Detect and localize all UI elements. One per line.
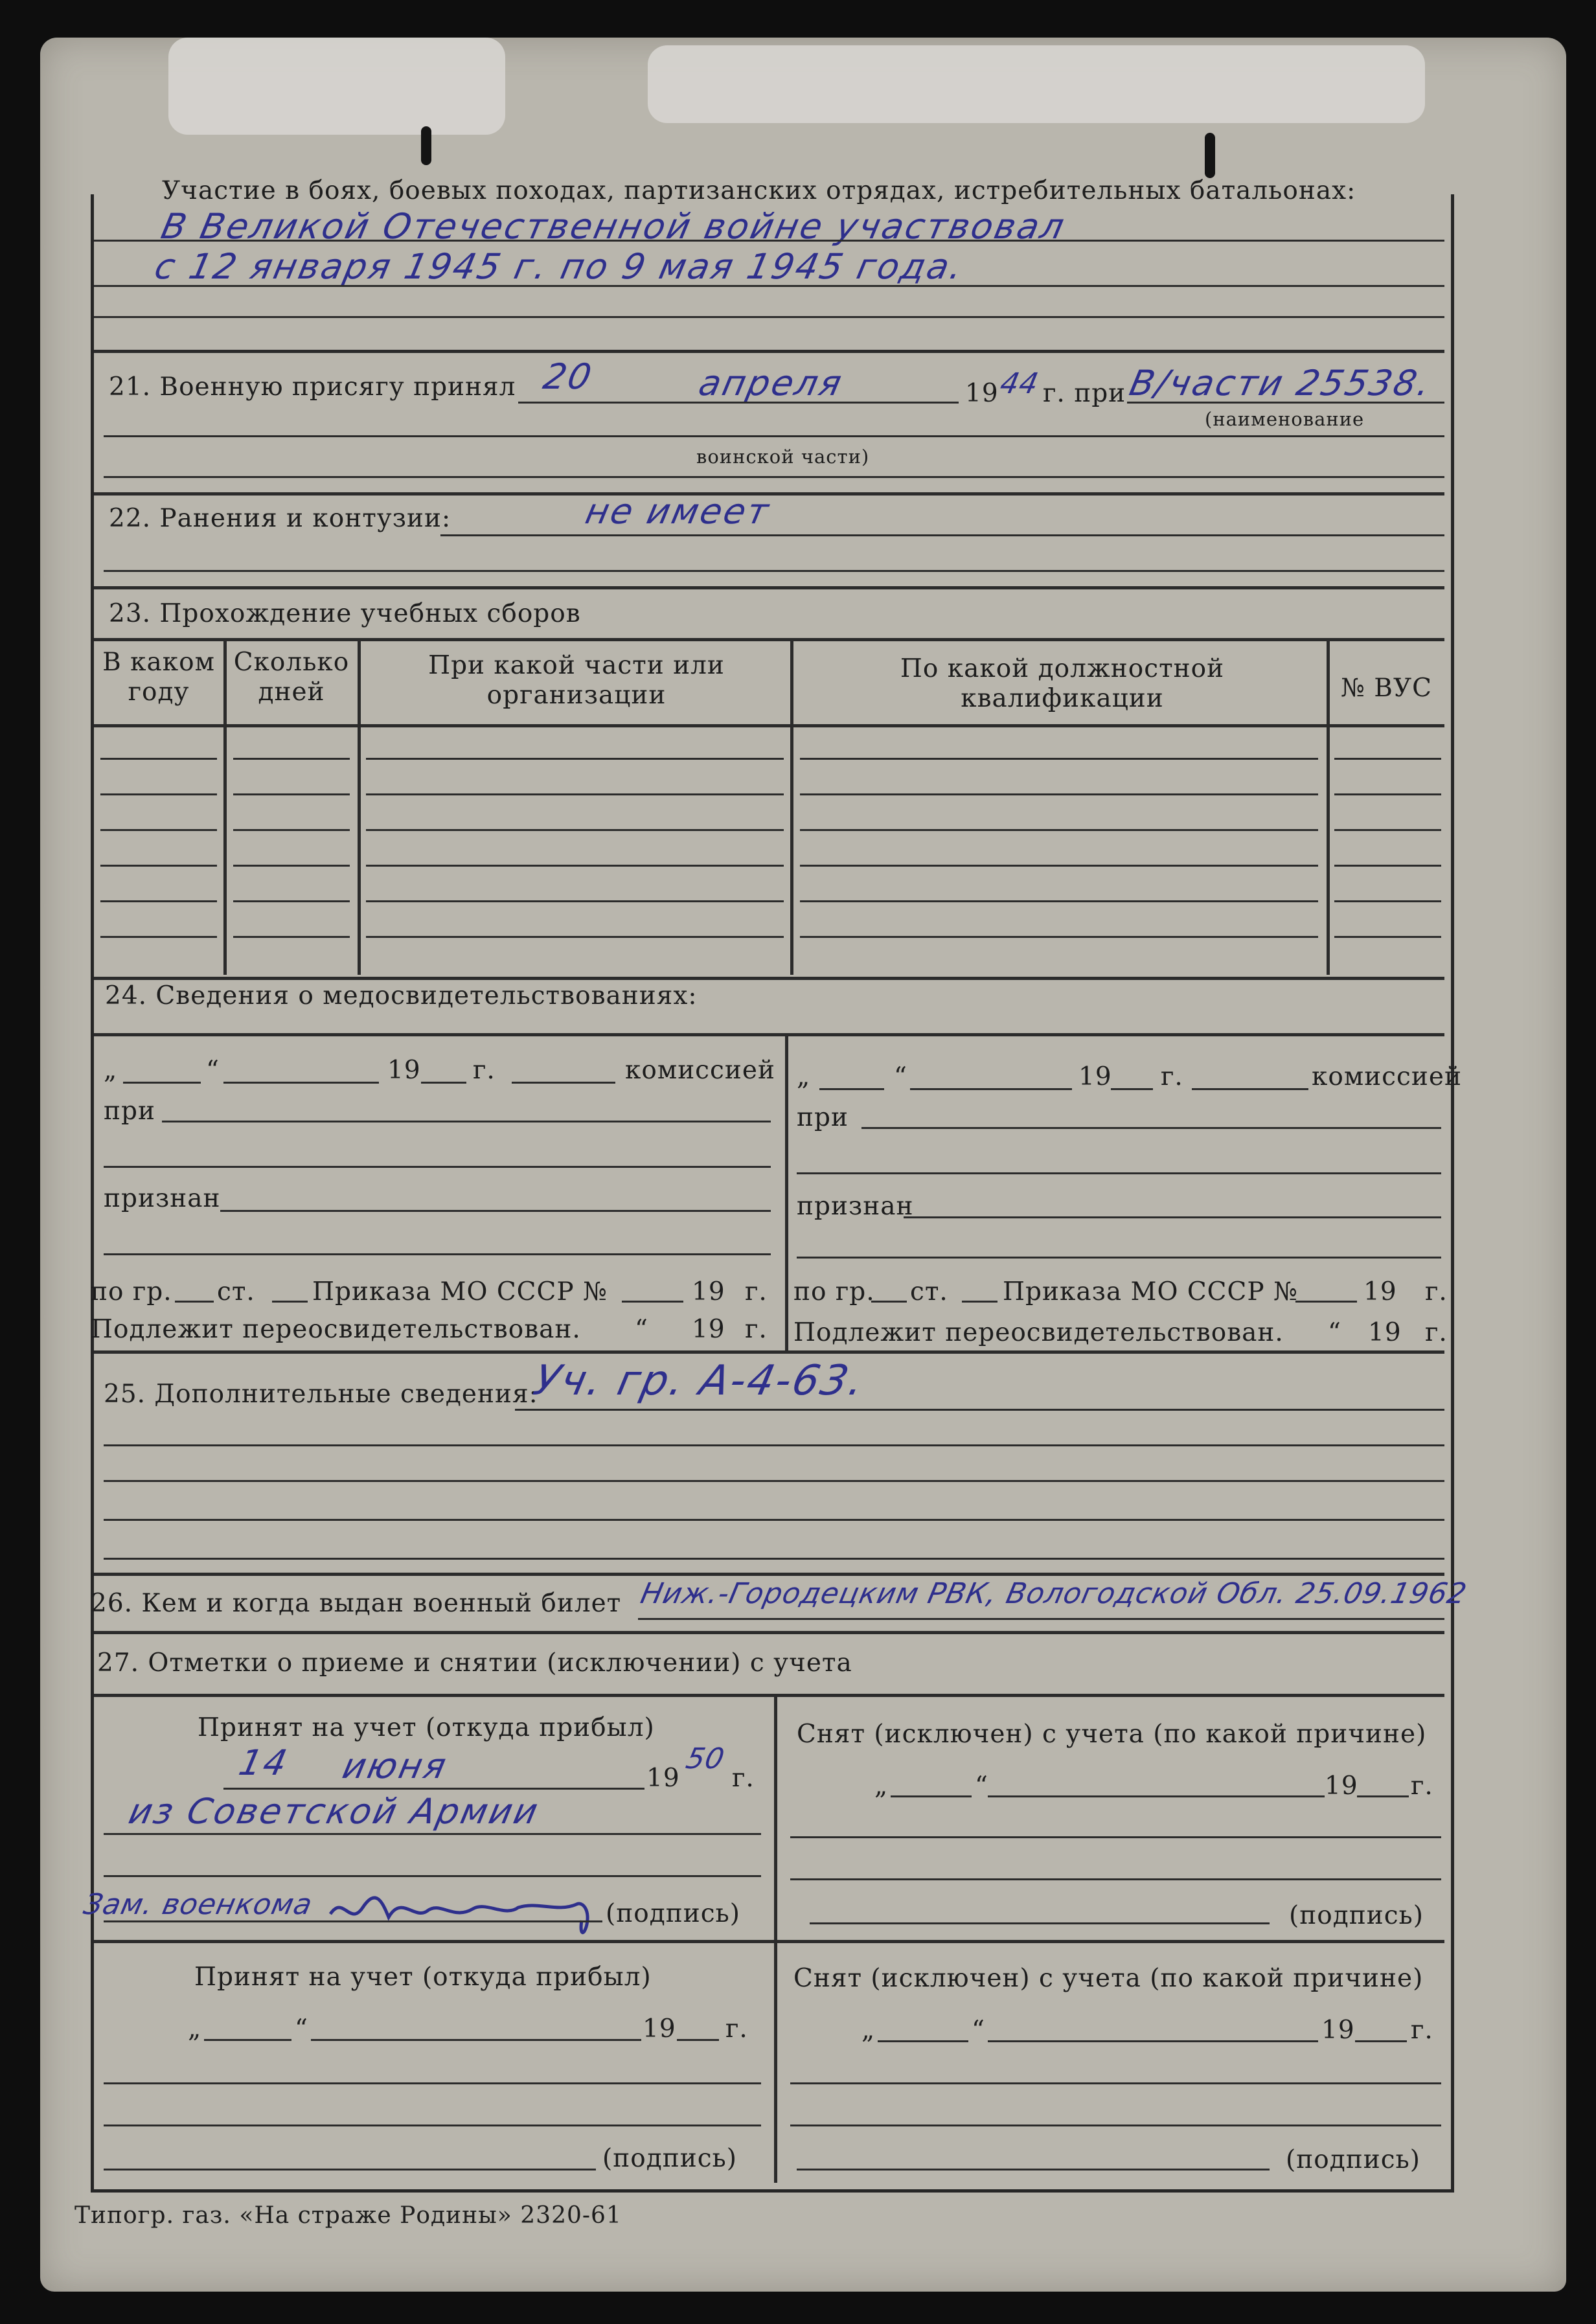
removed-title-2: Снят (исключен) с учета (по какой причине) xyxy=(793,1964,1424,1993)
med-left-19b: 19 xyxy=(692,1277,725,1306)
med-left-q2: “ xyxy=(206,1056,220,1085)
removed-q2: “ xyxy=(975,1771,988,1801)
oath-g-pri: г. при xyxy=(1043,379,1126,408)
rule xyxy=(100,758,217,760)
med-right-st: ст. xyxy=(910,1277,948,1306)
col-year: В каком году xyxy=(102,648,215,707)
rule xyxy=(233,936,350,938)
rule xyxy=(800,758,1318,760)
med-right-commission: комиссией xyxy=(1312,1062,1462,1091)
rule xyxy=(94,638,1444,641)
rule xyxy=(94,977,1444,980)
rule xyxy=(100,865,217,867)
med-right-pri: при xyxy=(797,1103,849,1132)
rule xyxy=(677,2039,719,2041)
rule xyxy=(1334,793,1441,795)
rule xyxy=(797,1172,1441,1174)
med-right-podlezhit: Подлежит переосвидетельствован. xyxy=(793,1318,1284,1347)
rule xyxy=(904,1216,1441,1218)
battles-handwritten-2: с 12 января 1945 г. по 9 мая 1945 года. xyxy=(151,246,968,287)
registration-label: 27. Отметки о приеме и снятии (исключении) с учета xyxy=(97,1648,852,1678)
rule xyxy=(988,1795,1325,1797)
rule xyxy=(94,1631,1444,1634)
removed2-signature-caption: (подпись) xyxy=(1286,2145,1420,2174)
removed-title-1: Снят (исключен) с учета (по какой причине) xyxy=(797,1720,1427,1749)
rule xyxy=(800,793,1318,795)
rule xyxy=(311,2039,641,2041)
oath-unit: В/части 25538. xyxy=(1126,363,1436,404)
rule xyxy=(104,570,1444,572)
col-divider xyxy=(785,1033,788,1350)
rule xyxy=(366,758,784,760)
rule xyxy=(891,1795,972,1797)
rule xyxy=(810,1922,1270,1924)
rule xyxy=(800,829,1318,831)
rule xyxy=(515,1409,1444,1411)
rule xyxy=(421,1082,466,1084)
rule xyxy=(1357,1795,1409,1797)
additional-label: 25. Дополнительные сведения: xyxy=(104,1380,538,1409)
rule xyxy=(100,900,217,902)
accepted-title-1: Принят на учет (откуда прибыл) xyxy=(198,1713,655,1742)
rule xyxy=(800,865,1318,867)
rule xyxy=(94,350,1444,353)
med-left-q3: “ xyxy=(635,1315,648,1344)
rule xyxy=(233,829,350,831)
removed2-g: г. xyxy=(1411,2016,1433,2045)
rule xyxy=(94,1350,1444,1354)
rule xyxy=(104,1519,1444,1521)
rule xyxy=(233,758,350,760)
rule xyxy=(94,1940,1444,1943)
rule xyxy=(366,793,784,795)
oath-year-suffix: 44 xyxy=(997,367,1042,400)
accepted-month: июня xyxy=(339,1746,452,1786)
med-left-pogr: по гр. xyxy=(91,1277,172,1306)
removed2-19: 19 xyxy=(1321,2016,1355,2045)
rule xyxy=(440,534,1444,536)
wounds-value: не имеет xyxy=(582,491,775,532)
med-left-19: 19 xyxy=(387,1056,421,1085)
oath-label: 21. Военную присягу принял xyxy=(109,372,516,402)
rule xyxy=(1192,1088,1308,1090)
med-left-st: ст. xyxy=(217,1277,255,1306)
rule xyxy=(223,1788,644,1790)
punch-hole xyxy=(421,126,431,165)
rule xyxy=(790,2125,1441,2126)
removed2-q2: “ xyxy=(972,2016,985,2045)
med-right-19b: 19 xyxy=(1363,1277,1397,1306)
rule xyxy=(94,1573,1444,1576)
rule xyxy=(800,936,1318,938)
rule xyxy=(800,900,1318,902)
med-right-g: г. xyxy=(1161,1062,1183,1091)
accepted-title-2: Принят на учет (откуда прибыл) xyxy=(194,1963,652,1992)
id-issued-value: Ниж.-Городецким РВК, Вологодской Обл. 25.09.1962 xyxy=(637,1577,1470,1610)
col-divider xyxy=(774,1694,777,2183)
rule xyxy=(162,1121,771,1122)
med-right-gc: г. xyxy=(1425,1318,1448,1347)
med-right-priznan: признан xyxy=(797,1192,914,1221)
rule xyxy=(100,793,217,795)
rule xyxy=(100,829,217,831)
col-days: Сколько дней xyxy=(233,648,350,707)
accepted2-q2: “ xyxy=(295,2014,308,2044)
col-unit: При какой части или организации xyxy=(428,651,725,710)
rule xyxy=(1295,1301,1357,1303)
rule xyxy=(94,586,1444,589)
rule xyxy=(104,476,1444,478)
med-right-19c: 19 xyxy=(1368,1318,1402,1347)
wounds-label: 22. Ранения и контузии: xyxy=(109,504,451,533)
oath-caption-unit: воинской части) xyxy=(696,446,870,468)
rule xyxy=(861,1127,1441,1129)
accepted2-q: „ xyxy=(188,2014,202,2044)
rule xyxy=(1127,402,1444,404)
rule xyxy=(871,1301,907,1303)
rule xyxy=(104,2125,761,2126)
rule xyxy=(233,793,350,795)
rule xyxy=(104,1833,761,1835)
rule xyxy=(790,1836,1441,1838)
rule xyxy=(104,1444,1444,1446)
med-right-prikaz: Приказа МО СССР № xyxy=(1003,1277,1298,1306)
oath-caption-name: (наименование xyxy=(1205,408,1365,430)
rule xyxy=(910,1088,1072,1090)
med-right-pogr: по гр. xyxy=(793,1277,875,1306)
rule xyxy=(797,1257,1441,1259)
accepted-year-prefix: 19 xyxy=(646,1764,680,1793)
rule xyxy=(104,435,1444,437)
removed2-q: „ xyxy=(861,2016,876,2045)
rule xyxy=(94,240,1444,242)
med-left-g: г. xyxy=(473,1056,496,1085)
rule xyxy=(797,2169,1270,2170)
additional-value: Уч. гр. А-4-63. xyxy=(529,1357,870,1405)
rule xyxy=(104,2169,596,2170)
battles-handwritten-1: В Великой Отечественной войне участвовал xyxy=(157,206,1070,247)
rule xyxy=(94,1694,1444,1697)
rule xyxy=(366,900,784,902)
rule xyxy=(1334,936,1441,938)
removed-signature-caption: (подпись) xyxy=(1289,1901,1424,1930)
removed-g: г. xyxy=(1411,1771,1433,1801)
rule xyxy=(104,1920,602,1922)
med-left-prikaz: Приказа МО СССР № xyxy=(312,1277,608,1306)
rule xyxy=(1334,758,1441,760)
rule xyxy=(233,900,350,902)
col-divider xyxy=(790,638,793,975)
rule xyxy=(272,1301,308,1303)
col-divider xyxy=(1327,638,1330,975)
medical-label: 24. Сведения о медосвидетельствованиях: xyxy=(105,981,698,1010)
rule xyxy=(94,285,1444,287)
accepted2-19: 19 xyxy=(643,2014,676,2044)
removed-q: „ xyxy=(874,1771,889,1801)
med-right-gb: г. xyxy=(1425,1277,1448,1306)
rule xyxy=(366,829,784,831)
rule xyxy=(94,316,1444,318)
accepted2-g: г. xyxy=(725,2014,748,2044)
rule xyxy=(94,1033,1444,1036)
rule xyxy=(638,1618,1444,1620)
rule xyxy=(100,936,217,938)
accepted-signature-caption: (подпись) xyxy=(606,1899,740,1928)
col-vus: № ВУС xyxy=(1341,674,1432,703)
rule xyxy=(512,1082,615,1084)
med-right-q3: “ xyxy=(1328,1318,1341,1347)
rule xyxy=(790,1878,1441,1880)
accepted-signer: Зам. военкома xyxy=(80,1888,316,1921)
med-left-priznan: признан xyxy=(104,1184,221,1213)
rule xyxy=(1111,1088,1153,1090)
removed-19: 19 xyxy=(1325,1771,1358,1801)
rule xyxy=(366,865,784,867)
accepted-day: 14 xyxy=(235,1742,293,1783)
rule xyxy=(220,1210,771,1212)
rule xyxy=(104,2082,761,2084)
col-divider xyxy=(358,638,361,975)
rule xyxy=(878,2040,968,2042)
rule xyxy=(104,1480,1444,1482)
rule xyxy=(204,2039,291,2041)
med-left-pri: при xyxy=(104,1097,155,1126)
accepted-g: г. xyxy=(732,1764,755,1793)
med-left-podlezhit: Подлежит переосвидетельствован. xyxy=(91,1315,581,1344)
rule xyxy=(223,1082,379,1084)
accepted-from: из Советской Армии xyxy=(125,1791,543,1832)
med-left-gb: г. xyxy=(745,1277,768,1306)
torn-top-edge xyxy=(648,45,1425,123)
rule xyxy=(1334,865,1441,867)
accepted2-signature-caption: (подпись) xyxy=(602,2144,737,2173)
oath-year-prefix: 19 xyxy=(965,379,999,408)
rule xyxy=(790,2082,1441,2084)
accepted-year-suffix: 50 xyxy=(683,1742,728,1775)
med-right-19: 19 xyxy=(1078,1062,1112,1091)
med-right-q2: “ xyxy=(894,1062,907,1091)
col-qualification: По какой должностной квалификации xyxy=(900,654,1225,713)
rule xyxy=(366,936,784,938)
punch-hole xyxy=(1205,133,1215,178)
rule xyxy=(94,724,1444,727)
rule xyxy=(104,1558,1444,1560)
rule xyxy=(123,1082,201,1084)
med-left-commission: комиссией xyxy=(625,1056,775,1085)
med-left-gc: г. xyxy=(745,1315,768,1344)
id-issued-label: 26. Кем и когда выдан военный билет xyxy=(91,1589,622,1618)
rule xyxy=(1334,900,1441,902)
rule xyxy=(104,1166,771,1168)
med-right-q: „ xyxy=(797,1062,811,1091)
rule xyxy=(1334,829,1441,831)
rule xyxy=(175,1301,214,1303)
rule xyxy=(1355,2040,1407,2042)
signature xyxy=(324,1882,602,1940)
med-left-q: „ xyxy=(104,1056,118,1085)
rule xyxy=(622,1301,683,1303)
rule xyxy=(819,1088,884,1090)
printer-imprint: Типогр. газ. «На страже Родины» 2320-61 xyxy=(74,2202,622,2229)
rule xyxy=(962,1301,998,1303)
med-left-19c: 19 xyxy=(692,1315,725,1344)
rule xyxy=(988,2040,1318,2042)
rule xyxy=(518,402,959,404)
rule xyxy=(104,1875,761,1877)
training-label: 23. Прохождение учебных сборов xyxy=(109,599,581,628)
oath-day: 20 xyxy=(540,356,597,397)
rule xyxy=(104,1253,771,1255)
battles-label: Участие в боях, боевых походах, партизанских отрядах, истребительных батальонах: xyxy=(162,176,1356,205)
torn-top-edge xyxy=(168,38,505,135)
oath-month: апреля xyxy=(695,363,847,404)
rule xyxy=(233,865,350,867)
col-divider xyxy=(223,638,227,975)
